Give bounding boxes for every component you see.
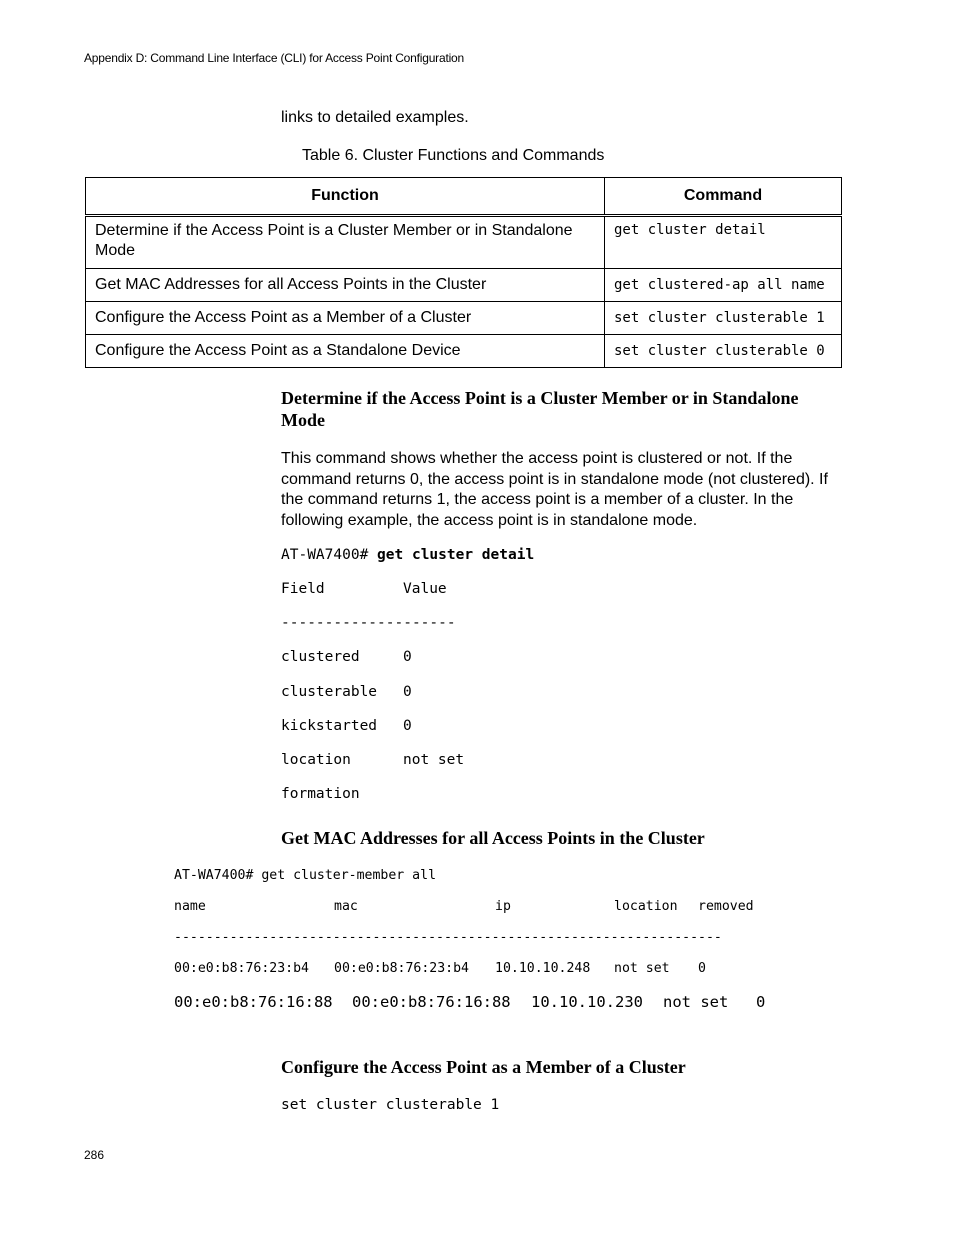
- output-value: 0: [403, 718, 412, 734]
- command-cell: set cluster clusterable 1: [605, 302, 842, 335]
- output-separator: --------------------: [281, 615, 456, 631]
- output-column-location: location: [614, 899, 678, 914]
- table-row: [86, 335, 842, 368]
- output-column-removed: removed: [698, 899, 754, 914]
- output-column-name: name: [174, 899, 206, 914]
- function-cell: Determine if the Access Point is a Cluster Member or in Standalone Mode: [86, 216, 605, 269]
- function-cell: Configure the Access Point as a Member of a Cluster: [86, 302, 605, 335]
- output-cell-removed: 0: [698, 961, 706, 976]
- cli-command: get cluster detail: [377, 547, 535, 563]
- table-row: [86, 302, 842, 335]
- output-cell-ip: 10.10.10.230: [531, 993, 643, 1011]
- output-field: clustered: [281, 649, 360, 665]
- table-caption: Table 6. Cluster Functions and Commands: [302, 147, 605, 164]
- output-value: 0: [403, 684, 412, 700]
- command-cell: get clustered-ap all name: [605, 269, 842, 302]
- command-line: set cluster clusterable 1: [281, 1097, 500, 1113]
- output-field: formation: [281, 786, 360, 802]
- output-field: location: [281, 752, 351, 768]
- cluster-functions-table: [85, 177, 842, 368]
- column-header-command: Command: [605, 178, 842, 216]
- table-row: [86, 216, 842, 269]
- output-value: 0: [403, 649, 412, 665]
- output-field: clusterable: [281, 684, 378, 700]
- table-header-row: [86, 178, 842, 216]
- column-header-function: Function: [86, 178, 605, 216]
- output-cell-mac: 00:e0:b8:76:16:88: [352, 993, 511, 1011]
- output-value: not set: [403, 752, 465, 768]
- output-cell-name: 00:e0:b8:76:23:b4: [174, 961, 309, 976]
- output-separator: ---------------------------------------------------------------------: [174, 930, 722, 945]
- output-cell-removed: 0: [756, 993, 766, 1011]
- output-cell-ip: 10.10.10.248: [495, 961, 591, 976]
- command-cell: set cluster clusterable 0: [605, 335, 842, 368]
- output-cell-location: not set: [614, 961, 670, 976]
- section-paragraph: This command shows whether the access point is clustered or not. If the command returns 0, the access point is in standalone mode (not clustered). If the command returns 1, the access point is a member of a cluster. In the following example, the access point is in standalone mode.: [281, 450, 828, 529]
- cli-prompt: AT-WA7400#: [281, 547, 369, 563]
- output-header-field: Field: [281, 581, 325, 597]
- function-cell: Configure the Access Point as a Standalone Device: [86, 335, 605, 368]
- section-heading-cluster-member: Configure the Access Point as a Member of a Cluster: [281, 1057, 686, 1077]
- command-line: AT-WA7400# get cluster-member all: [174, 868, 437, 883]
- output-header-value: Value: [403, 581, 447, 597]
- function-cell: Get MAC Addresses for all Access Points in the Cluster: [86, 269, 605, 302]
- section-heading-cluster-status: Determine if the Access Point is a Cluster Member or in Standalone Mode: [281, 388, 799, 430]
- intro-text: links to detailed examples.: [281, 109, 469, 126]
- output-cell-location: not set: [663, 993, 729, 1011]
- running-header: Appendix D: Command Line Interface (CLI) for Access Point Configuration: [84, 51, 464, 65]
- output-column-ip: ip: [495, 899, 511, 914]
- command-cell: get cluster detail: [605, 216, 842, 269]
- output-cell-mac: 00:e0:b8:76:23:b4: [334, 961, 469, 976]
- table-row: [86, 269, 842, 302]
- page-number: 286: [84, 1148, 105, 1162]
- output-column-mac: mac: [334, 899, 358, 914]
- section-heading-mac-addresses: Get MAC Addresses for all Access Points in the Cluster: [281, 828, 705, 848]
- output-field: kickstarted: [281, 718, 378, 734]
- command-line: [281, 547, 534, 563]
- output-cell-name: 00:e0:b8:76:16:88: [174, 993, 333, 1011]
